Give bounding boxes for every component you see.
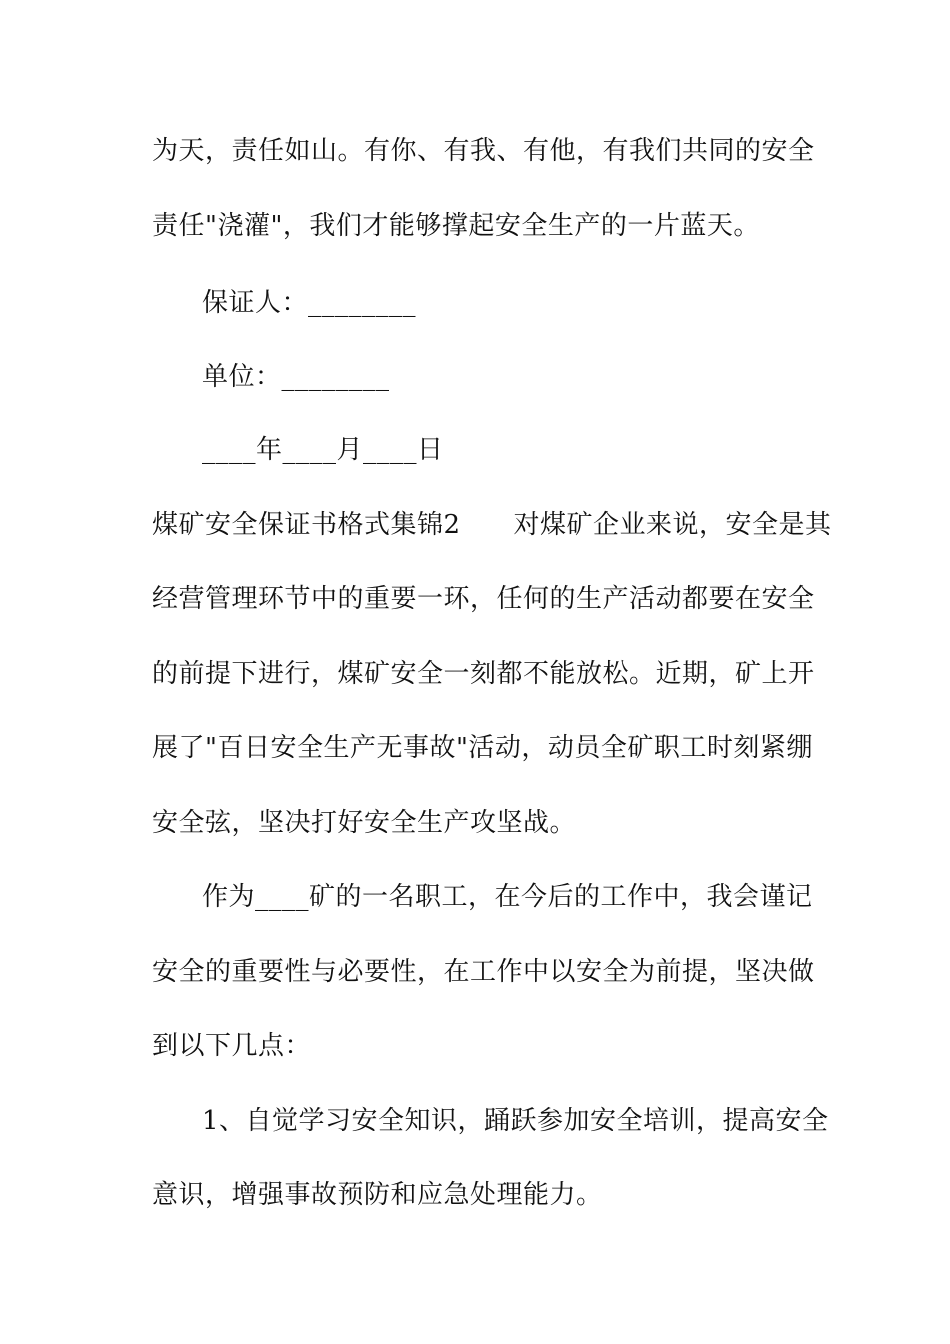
paragraph-line: 作为____矿的一名职工，在今后的工作中，我会谨记 (202, 882, 813, 912)
paragraph-line: 的前提下进行，煤矿安全一刻都不能放松。近期，矿上开 (152, 659, 815, 689)
paragraph-line: 经营管理环节中的重要一环，任何的生产活动都要在安全 (152, 584, 815, 614)
paragraph-line: 为天，责任如山。有你、有我、有他，有我们共同的安全 (152, 136, 815, 166)
section-heading-line: 煤矿安全保证书格式集锦2 对煤矿企业来说，安全是其 (152, 510, 832, 540)
guarantor-line: 保证人：________ (202, 288, 417, 318)
paragraph-line: 安全弦，坚决打好安全生产攻坚战。 (152, 808, 577, 838)
date-line: ____年____月____日 (202, 435, 444, 465)
paragraph-line: 展了"百日安全生产无事故"活动，动员全矿职工时刻紧绷 (152, 733, 813, 763)
list-item-line: 1、自觉学习安全知识，踊跃参加安全培训，提高安全 (202, 1106, 829, 1136)
unit-line: 单位：________ (202, 362, 390, 392)
paragraph-line: 到以下几点： (152, 1031, 312, 1061)
list-item-line: 意识，增强事故预防和应急处理能力。 (152, 1180, 603, 1210)
paragraph-line: 安全的重要性与必要性，在工作中以安全为前提，坚决做 (152, 957, 815, 987)
paragraph-line: 责任"浇灌"，我们才能够撑起安全生产的一片蓝天。 (152, 211, 760, 241)
